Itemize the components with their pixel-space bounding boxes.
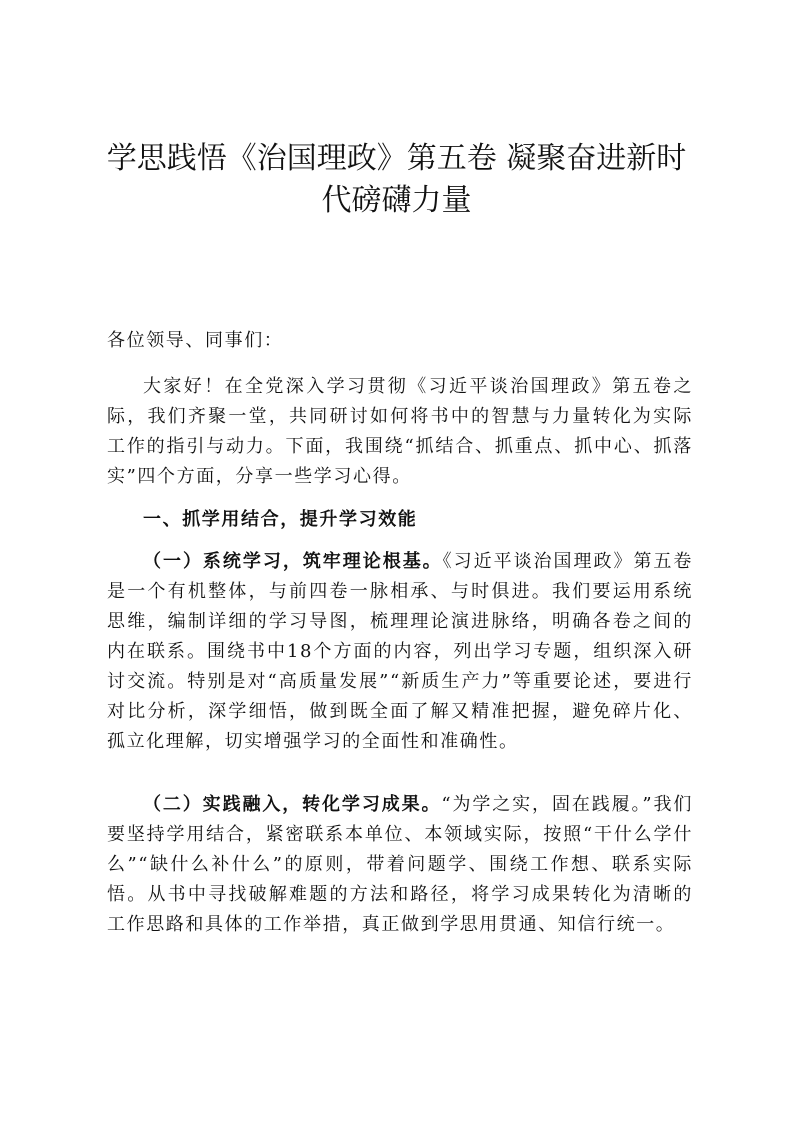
subsection-lead-2: （二）实践融入，转化学习成果。 [143,794,442,815]
page-title-line-1: 学思践悟《治国理政》第五卷 凝聚奋进新时 [106,141,687,176]
subsection-text-2: “为学之实，固在践履。”我们要坚持学用结合，紧密联系本单位、本领域实际，按照“干什么学什么”“缺什么补什么”的原则，带着问题学、围绕工作想、联系实际悟。从书中寻找破解难题的方法和路径，将学习成果转化为清晰的工作思路和具体的工作举措，真正做到学思用贯通、知信行统一。 [107,794,693,935]
page-title-line-2: 代磅礴力量 [321,183,472,218]
subsection-paragraph-2 [107,790,693,940]
intro-paragraph: 大家好！在全党深入学习贯彻《习近平谈治国理政》第五卷之际，我们齐聚一堂，共同研讨如何将书中的智慧与力量转化为实际工作的指引与动力。下面，我围绕“抓结合、抓重点、抓中心、抓落实”四个方面，分享一些学习心得。 [107,376,693,487]
salutation: 各位领导、同事们： [107,330,284,351]
subsection-lead-1: （一）系统学习，筑牢理论根基。 [143,551,443,572]
subsection-paragraph-1 [107,547,693,757]
section-heading-1: 一、抓学用结合，提升学习效能 [143,509,418,530]
subsection-text-1: 《习近平谈治国理政》第五卷是一个有机整体，与前四卷一脉相承、与时俱进。我们要运用系统思维，编制详细的学习导图，梳理理论演进脉络，明确各卷之间的内在联系。围绕书中18个方面的内容，列出学习专题，组织深入研讨交流。特别是对“高质量发展”“新质生产力”等重要论述，要进行对比分析，深学细悟，做到既全面了解又精准把握，避免碎片化、孤立化理解，切实增强学习的全面性和准确性。 [107,551,693,752]
page-title [90,138,703,222]
